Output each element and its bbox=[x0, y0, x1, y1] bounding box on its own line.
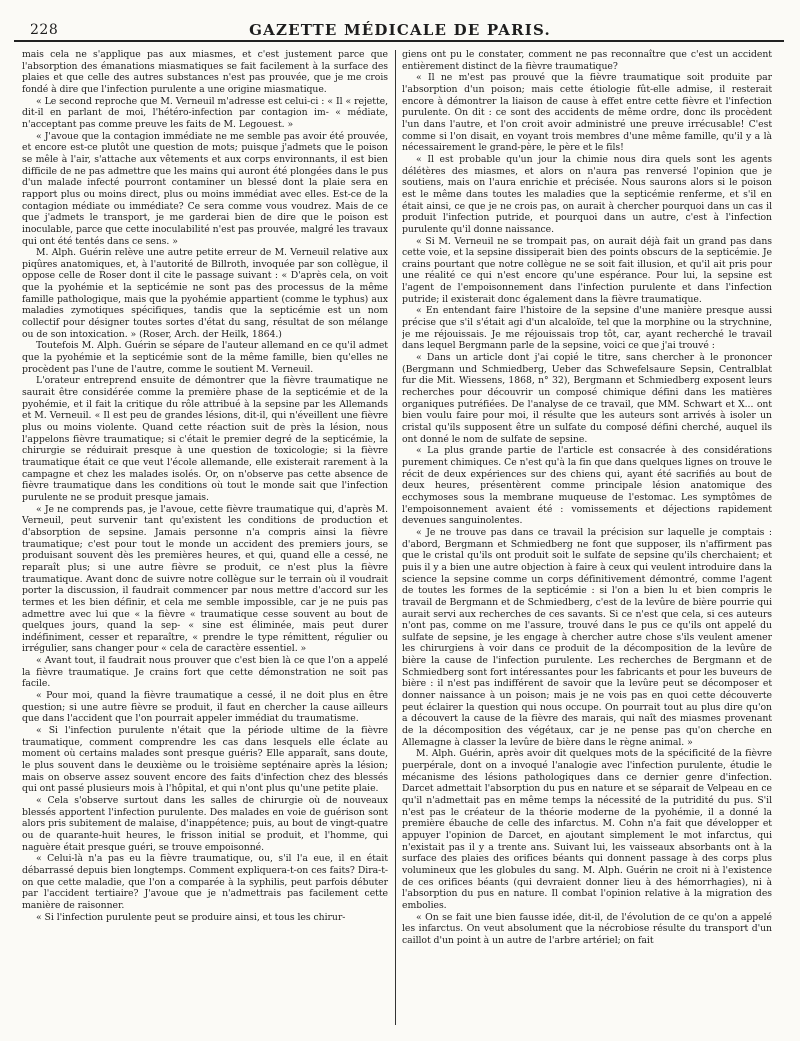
paragraph: L'orateur entreprend ensuite de démontrer que la fièvre traumatique ne saurait être considérée comme la première phase de la septicémie et de la pyohémie, et il fait la critique du rôle attribué à la sepsine par les Allemands et M. Verneuil. « Il est peu de grandes lésions, dit-il, qui n'éveillent une fièvre plus ou moins violente. Quand cette réaction suit de près la lésion, nous l'appelons fièvre traumatique; si c'était le premier degré de la septicémie, la chirurgie se réduirait presque à une question de toxicologie; si la fièvre traumatique était ce que veut l'école allemande, elle existerait rarement à la campagne et chez les malades isolés. Or, on n'observe pas cette absence de fièvre traumatique dans les conditions où tout le monde sait que l'infection purulente ne se produit presque jamais. bbox=[22, 375, 388, 503]
paragraph: « Cela s'observe surtout dans les salles de chirurgie où de nouveaux blessés apportent l'infection purulente. Des malades en voie de guérison sont alors pris subitement de malaise, d'inappétence; puis, au bout de vingt-quatre ou de quarante-huit heures, le frisson initial se produit, et l'homme, qui naguère était presque guéri, se trouve empoisonné. bbox=[22, 795, 388, 853]
left-column bbox=[22, 49, 388, 1029]
journal-title: GAZETTE MÉDICALE DE PARIS. bbox=[249, 21, 551, 39]
paragraph: « Il est probable qu'un jour la chimie nous dira quels sont les agents délétères des miasmes, et alors on n'aura pas renversé l'opinion que je soutiens, mais on l'aura enrichie et précisée. Nous saurons alors si le poison est le même dans toutes les maladies que la septicémie renferme, et s'il en était ainsi, ce que je ne crois pas, on aurait à chercher pourquoi dans un cas il produit l'infection putride, et pourquoi dans un autre, c'est à l'infection purulente qu'il donne naissance. bbox=[402, 153, 772, 235]
header-rule bbox=[14, 40, 784, 42]
paragraph: M. Alph. Guérin relève une autre petite erreur de M. Verneuil relative aux piqûres anatomiques, et, à l'autorité de Billroth, invoquée par son collègue, il oppose celle de Roser dont il cite le passage suivant : « D'après cela, on voit que la pyohémie et la septicémie ne sont pas des processus de la même famille pathologique, mais que la pyohémie appartient (comme le typhus) aux maladies zymotiques spécifiques, tandis que la septicémie est un nom collectif pour désigner toutes sortes d'état du sang, résultat de son mélange ou de son intoxication. » (Roser, Arch. der Heilk, 1864.) bbox=[22, 247, 388, 340]
paragraph: « J'avoue que la contagion immédiate ne me semble pas avoir été prouvée, et encore est-ce plutôt une question de mots; puisque j'admets que le poison se mêle à l'air, s'attache aux vêtements et aux corps environnants, il est bien difficile de ne pas admettre que les mains qui auront été plongées dans le pus d'un malade infecté pourront contaminer un blessé dont la plaie sera en rapport plus ou moins direct, plus ou moins immédiat avec elles. Est-ce de la contagion médiate ou immédiate? Ce sera comme vous voudrez. Mais de ce que j'admets le transport, je me garderai bien de dire que le poison est inoculable, parce que cette inoculabilité n'est pas prouvée, malgré les travaux qui ont été tentés dans ce sens. » bbox=[22, 130, 388, 247]
paragraph: « Celui-là n'a pas eu la fièvre traumatique, ou, s'il l'a eue, il en était débarrassé depuis bien longtemps. Comment expliquera-t-on ces faits? Dira-t-on que cette maladie, que l'on a comparée à la syphilis, peut parfois débuter par l'accident tertiaire? J'avoue que je n'admettrais pas facilement cette manière de raisonner. bbox=[22, 853, 388, 911]
paragraph: « Le second reproche que M. Verneuil m'adresse est celui-ci : « Il « rejette, dit-il en parlant de moi, l'hétéro-infection par contagion im- « médiate, n'acceptant pas comme preuve les faits de M. Legouest. » bbox=[22, 95, 388, 130]
column-divider bbox=[395, 50, 396, 1025]
paragraph: « Il ne m'est pas prouvé que la fièvre traumatique soit produite par l'absorption d'un poison; mais cette étiologie fût-elle admise, il resterait encore à démontrer la liaison de cause à effet entre cette fièvre et l'infection purulente. On dit : ce sont des accidents de même ordre, donc ils procèdent l'un dans l'autre, et l'on croit avoir administré une preuve irrécusable! C'est comme si l'on disait, en voyant trois membres d'une même famille, qu'il y a là nécessairement le grand-père, le père et le fils! bbox=[402, 72, 772, 154]
paragraph: « Je ne trouve pas dans ce travail la précision sur laquelle je comptais : d'abord, Bergmann et Schmiedberg ne font que supposer, ils n'affirment pas que le cristal qu'ils ont produit soit le sulfate de sepsine qu'ils cherchaient; et puis il y a bien une autre objection à faire à ceux qui veulent introduire dans la science la sepsine comme un corps définitivement démontré, comme l'agent de toutes les formes de la septicémie : si l'on a bien lu et bien compris le travail de Bergmann et de Schmiedberg, c'est de la levûre de bière pourrie qui aurait servi aux recherches de ces savants. Si ce n'est que cela, si ces auteurs n'ont pas, comme on me l'assure, trouvé dans le pus ce qu'ils ont appelé du sulfate de sepsine, je les engage à chercher autre chose s'ils veulent amener les chirurgiens à voir dans ce produit de la décomposition de la levûre de bière la cause de l'infection purulente. Les recherches de Bergmann et de Schmiedberg sont fort intéressantes pour les fabricants et pour les buveurs de bière : il n'est pas indifférent de savoir que la levûre peut se décomposer et donner naissance à un poison; mais je ne vois pas en quoi cette découverte peut éclairer la question qui nous occupe. On pourrait tout au plus dire qu'on a découvert la cause de la fièvre des marais, qui naît des miasmes provenant de la décomposition des végétaux, car je ne pense pas qu'on cherche en Allemagne à classer la levûre de bière dans le règne animal. » bbox=[402, 526, 772, 748]
paragraph: « Si M. Verneuil ne se trompait pas, on aurait déjà fait un grand pas dans cette voie, et la sepsine dissiperait bien des points obscurs de la septicémie. Je crains pourtant que notre collègue ne se soit fait illusion, et qu'il ait pris pour une réalité ce qui n'est encore qu'une espérance. Pour lui, la sepsine est l'agent de l'empoisonnement dans l'infection purulente et dans l'infection putride; il existerait donc également dans la fièvre traumatique. bbox=[402, 235, 772, 305]
paragraph: « La plus grande partie de l'article est consacrée à des considérations purement chimiques. Ce n'est qu'à la fin que dans quelques lignes on trouve le récit de deux expériences sur des chiens qui, ayant été sacrifiés au bout de deux heures, présentèrent comme principale lésion anatomique des ecchymoses sous la membrane muqueuse de l'estomac. Les symptômes de l'empoisonnement avaient été : vomissements et déjections rapidement devenues sanguinolentes. bbox=[402, 445, 772, 527]
page-number: 228 bbox=[30, 22, 59, 38]
right-column bbox=[402, 49, 772, 1029]
paragraph: « Dans un article dont j'ai copié le titre, sans chercher à le prononcer (Bergmann und Schmiedberg, Ueber das Schwefelsaure Sepsin, Centralblat fur die Mit. Wiessens, 1868, n° 32), Bergmann et Schmiedberg exposent leurs recherches pour découvrir un composé chimique défini dans les matières organiques putréfiées. De l'analyse de ce travail, que MM. Schwart et X... ont bien voulu faire pour moi, il résulte que les auteurs sont arrivés à isoler un cristal qu'ils supposent être un sulfate du composé défini cherché, auquel ils ont donné le nom de sulfate de sepsine. bbox=[402, 352, 772, 445]
paragraph: « Je ne comprends pas, je l'avoue, cette fièvre traumatique qui, d'après M. Verneuil, peut survenir tant qu'existent les conditions de production et d'absorption de sepsine. Jamais personne n'a compris ainsi la fièvre traumatique; c'est pour tout le monde un accident des premiers jours, se produisant souvent dès les premières heures, et qui, quand elle a cessé, ne reparaît plus; si une autre fièvre se produit, ce n'est plus la fièvre traumatique. Avant donc de suivre notre collègue sur le terrain où il voudrait porter la discussion, il faudrait commencer par nous mettre d'accord sur les termes et les bien définir, et cela me semble impossible, car je ne puis pas admettre avec lui que « la fièvre « traumatique cesse souvent au bout de quelques jours, quand la sep- « sine est éliminée, mais peut durer indéfiniment, cesser et reparaître, « prendre le type rémittent, régulier ou irrégulier, sans changer pour « cela de caractère essentiel. » bbox=[22, 503, 388, 655]
paragraph: giens ont pu le constater, comment ne pas reconnaître que c'est un accident entièrement distinct de la fièvre traumatique? bbox=[402, 49, 772, 72]
paragraph: « Si l'infection purulente peut se produire ainsi, et tous les chirur- bbox=[36, 911, 346, 923]
paragraph: « Si l'infection purulente n'était que la période ultime de la fièvre traumatique, comment comprendre les cas dans lesquels elle éclate au moment où certains malades sont presque guéris? Elle apparaît, sans doute, le plus souvent dans le deuxième ou le troisième septénaire après la lésion; mais on observe assez souvent encore des faits d'infection chez des blessés qui ont passé plusieurs mois à l'hôpital, et qui n'ont plus qu'une petite plaie. bbox=[22, 725, 388, 795]
paragraph: « Avant tout, il faudrait nous prouver que c'est bien là ce que l'on a appelé la fièvre traumatique. Je crains fort que cette démonstration ne soit pas facile. bbox=[22, 655, 388, 690]
paragraph: « En entendant faire l'histoire de la sepsine d'une manière presque aussi précise que s'il s'était agi d'un alcaloïde, tel que la morphine ou la strychnine, je me réjouissais. Je me réjouissais trop tôt, car, ayant recherché le travail dans lequel Bergmann parle de la sepsine, voici ce que j'ai trouvé : bbox=[402, 305, 772, 352]
paragraph: M. Alph. Guérin, après avoir dit quelques mots de la spécificité de la fièvre puerpérale, dont on a invoqué l'analogie avec l'infection purulente, étudie le mécanisme des lésions pathologiques dans ce dernier genre d'infection. Darcet admettait l'absorption du pus en nature et se séparait de Velpeau en ce qu'il n'admettait pas en même temps la nécessité de la putridité du pus. S'il n'est pas le créateur de la théorie moderne de la pyohémie, il a donné la première ébauche de celle des infarctus. M. Cohn n'a fait que développer et appuyer l'opinion de Darcet, en ajoutant simplement le mot infarctus, qui n'existait pas il y a trente ans. Suivant lui, les vaisseaux absorbants ont à la surface des plaies des orifices béants qui donnent passage à des corps plus volumineux que les globules du sang. M. Alph. Guérin ne croit ni à l'existence de ces orifices béants (qui devraient donner lieu à des hémorrhagies), ni à l'absorption du pus en nature. Il combat l'opinion relative à la migration des embolies. bbox=[402, 748, 772, 911]
paragraph: Toutefois M. Alph. Guérin se sépare de l'auteur allemand en ce qu'il admet que la pyohémie et la septicémie sont de la même famille, bien qu'elles ne procèdent pas l'une de l'autre, comme le soutient M. Verneuil. bbox=[22, 340, 388, 375]
paragraph: « On se fait une bien fausse idée, dit-il, de l'évolution de ce qu'on a appelé les infarctus. On veut absolument que la nécrobiose résulte du transport d'un caillot d'un point à un autre de l'arbre artériel; on fait bbox=[402, 911, 772, 946]
paragraph: « Pour moi, quand la fièvre traumatique a cessé, il ne doit plus en être question; si une autre fièvre se produit, il faut en chercher la cause ailleurs que dans l'accident que l'on pourrait appeler immédiat du traumatisme. bbox=[22, 690, 388, 725]
paragraph: mais cela ne s'applique pas aux miasmes, et c'est justement parce que l'absorption des émanations miasmatiques se fait facilement à la surface des plaies et que celle des autres substances n'est pas prouvée, que je me crois fondé à dire que l'infection purulente a une origine miasmatique. bbox=[22, 49, 388, 95]
